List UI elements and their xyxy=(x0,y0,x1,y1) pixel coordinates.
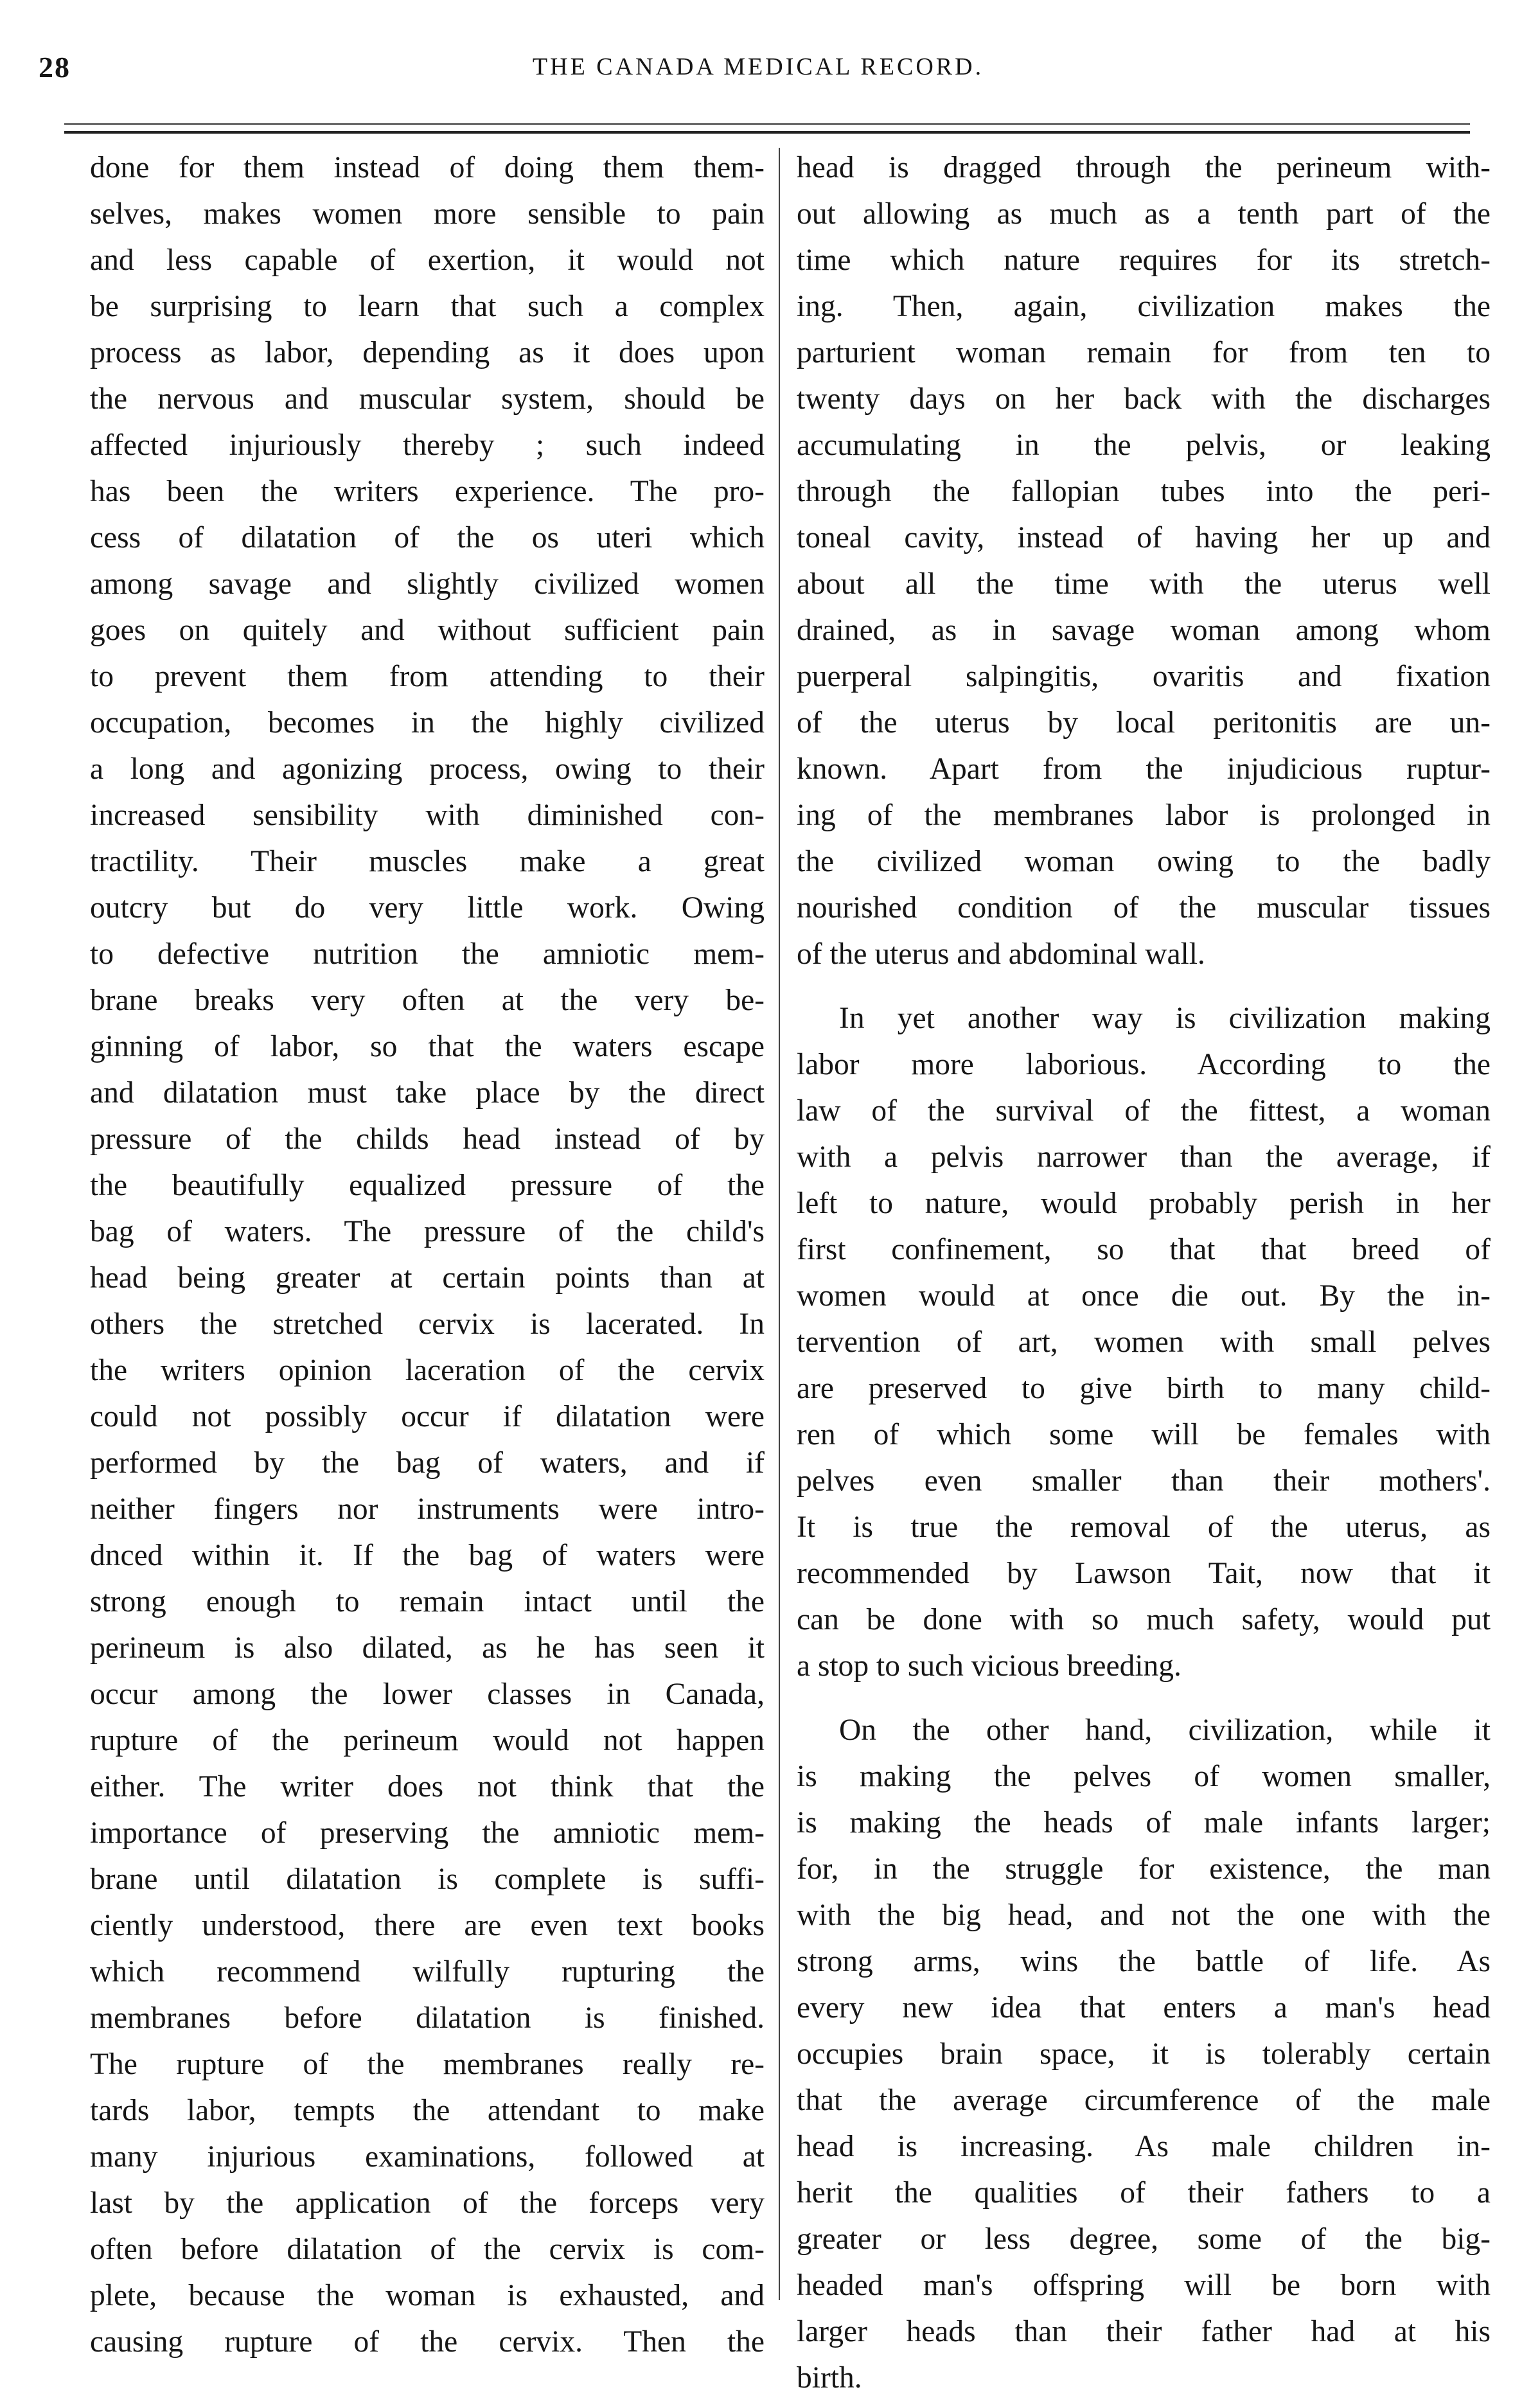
text-line: can be done with so much safety, would put xyxy=(797,1603,1491,1636)
text-line: brane until dilatation is complete is suffi- xyxy=(90,1863,765,1896)
text-line: dnced within it. If the bag of waters were xyxy=(90,1539,765,1572)
text-line: ing. Then, again, civilization makes the xyxy=(797,290,1491,323)
text-line: be surprising to learn that such a complex xyxy=(90,290,765,323)
text-line: head is increasing. As male children in- xyxy=(797,2130,1491,2163)
text-line: are preserved to give birth to many child- xyxy=(797,1372,1491,1405)
header-rule-thick xyxy=(64,131,1470,134)
text-line: ren of which some will be females with xyxy=(797,1418,1491,1451)
text-line: It is true the removal of the uterus, as xyxy=(797,1511,1491,1544)
text-line: which recommend wilfully rupturing the xyxy=(90,1955,765,1989)
text-line: of the uterus by local peritonitis are un- xyxy=(797,706,1491,740)
text-line: through the fallopian tubes into the peri- xyxy=(797,475,1491,508)
page-header xyxy=(39,50,1478,95)
text-line: accumulating in the pelvis, or leaking xyxy=(797,429,1491,462)
text-line: ciently understood, there are even text books xyxy=(90,1909,765,1942)
text-line: affected injuriously thereby ; such indeed xyxy=(90,429,765,462)
text-line: to prevent them from attending to their xyxy=(90,660,765,693)
text-line: about all the time with the uterus well xyxy=(797,567,1491,601)
text-line: head being greater at certain points than at xyxy=(90,1261,765,1295)
text-line: On the other hand, civilization, while it xyxy=(839,1714,1491,1747)
text-line: is making the heads of male infants larger; xyxy=(797,1806,1491,1839)
right-column xyxy=(797,145,1491,2401)
text-line: headed man's offspring will be born with xyxy=(797,2269,1491,2302)
text-line: puerperal salpingitis, ovaritis and fixation xyxy=(797,660,1491,693)
left-column xyxy=(90,145,765,2365)
text-line: birth. xyxy=(797,2361,862,2395)
text-line: tractility. Their muscles make a great xyxy=(90,845,765,878)
text-line: pelves even smaller than their mothers'. xyxy=(797,1464,1491,1498)
text-line: out allowing as much as a tenth part of the xyxy=(797,197,1491,231)
text-line: tards labor, tempts the attendant to make xyxy=(90,2094,765,2127)
text-line: selves, makes women more sensible to pain xyxy=(90,197,765,231)
text-line: The rupture of the membranes really re- xyxy=(90,2048,765,2081)
text-line: recommended by Lawson Tait, now that it xyxy=(797,1557,1491,1590)
text-line: process as labor, depending as it does upon xyxy=(90,336,765,369)
text-line: for, in the struggle for existence, the man xyxy=(797,1852,1491,1886)
text-line: strong arms, wins the battle of life. As xyxy=(797,1945,1491,1978)
text-line: causing rupture of the cervix. Then the xyxy=(90,2325,765,2359)
text-line: occupation, becomes in the highly civilized xyxy=(90,706,765,740)
text-line: cess of dilatation of the os uteri which xyxy=(90,521,765,554)
text-line: to defective nutrition the amniotic mem- xyxy=(90,937,765,971)
text-line: occupies brain space, it is tolerably certain xyxy=(797,2037,1491,2071)
text-line: every new idea that enters a man's head xyxy=(797,1991,1491,2024)
text-line: pressure of the childs head instead of by xyxy=(90,1122,765,1156)
text-line: parturient woman remain for from ten to xyxy=(797,336,1491,369)
text-line: the writers opinion laceration of the cervix xyxy=(90,1354,765,1387)
text-line: In yet another way is civilization making xyxy=(839,1002,1491,1035)
text-line: outcry but do very little work. Owing xyxy=(90,891,765,925)
text-line: membranes before dilatation is finished. xyxy=(90,2001,765,2035)
text-line: neither fingers nor instruments were intro- xyxy=(90,1493,765,1526)
text-line: last by the application of the forceps very xyxy=(90,2186,765,2220)
text-line: many injurious examinations, followed at xyxy=(90,2140,765,2174)
text-line: ing of the membranes labor is prolonged in xyxy=(797,799,1491,832)
text-line: goes on quitely and without sufficient pain xyxy=(90,614,765,647)
text-line: law of the survival of the fittest, a woman xyxy=(797,1094,1491,1128)
text-line: occur among the lower classes in Canada, xyxy=(90,1678,765,1711)
text-line: with the big head, and not the one with the xyxy=(797,1899,1491,1932)
paragraph-gap xyxy=(797,977,1491,995)
text-line: a long and agonizing process, owing to their xyxy=(90,752,765,786)
text-line: ginning of labor, so that the waters escape xyxy=(90,1030,765,1063)
text-line: others the stretched cervix is lacerated. In xyxy=(90,1307,765,1341)
text-line: strong enough to remain intact until the xyxy=(90,1585,765,1618)
text-line: twenty days on her back with the discharges xyxy=(797,382,1491,416)
text-line: first confinement, so that that breed of xyxy=(797,1233,1491,1266)
text-line: perineum is also dilated, as he has seen it xyxy=(90,1631,765,1665)
text-line: plete, because the woman is exhausted, and xyxy=(90,2279,765,2312)
text-line: brane breaks very often at the very be- xyxy=(90,984,765,1017)
text-line: increased sensibility with diminished con- xyxy=(90,799,765,832)
text-line: larger heads than their father had at his xyxy=(797,2315,1491,2348)
text-line: importance of preserving the amniotic mem- xyxy=(90,1816,765,1850)
header-rule-thin xyxy=(64,123,1470,125)
text-line: left to nature, would probably perish in her xyxy=(797,1187,1491,1220)
text-line: greater or less degree, some of the big- xyxy=(797,2222,1491,2256)
text-line: the nervous and muscular system, should be xyxy=(90,382,765,416)
text-line: toneal cavity, instead of having her up and xyxy=(797,521,1491,554)
text-line: labor more laborious. According to the xyxy=(797,1048,1491,1081)
text-line: of the uterus and abdominal wall. xyxy=(797,937,1205,971)
text-line: a stop to such vicious breeding. xyxy=(797,1649,1182,1683)
text-line: is making the pelves of women smaller, xyxy=(797,1760,1491,1793)
column-divider xyxy=(779,148,780,2300)
text-line: herit the qualities of their fathers to a xyxy=(797,2176,1491,2210)
text-line: that the average circumference of the male xyxy=(797,2084,1491,2117)
text-line: with a pelvis narrower than the average, if xyxy=(797,1140,1491,1174)
text-line: tervention of art, women with small pelves xyxy=(797,1325,1491,1359)
text-line: time which nature requires for its stretch- xyxy=(797,244,1491,277)
text-line: done for them instead of doing them them- xyxy=(90,151,765,184)
text-line: has been the writers experience. The pro- xyxy=(90,475,765,508)
text-line: drained, as in savage woman among whom xyxy=(797,614,1491,647)
text-line: performed by the bag of waters, and if xyxy=(90,1446,765,1480)
running-title: THE CANADA MEDICAL RECORD. xyxy=(532,53,984,80)
text-line: rupture of the perineum would not happen xyxy=(90,1724,765,1757)
text-line: and less capable of exertion, it would not xyxy=(90,244,765,277)
page-number: 28 xyxy=(39,51,71,84)
text-line: often before dilatation of the cervix is com- xyxy=(90,2233,765,2266)
text-line: the civilized woman owing to the badly xyxy=(797,845,1491,878)
text-line: either. The writer does not think that the xyxy=(90,1770,765,1803)
paragraph-gap xyxy=(797,1689,1491,1707)
text-line: and dilatation must take place by the direct xyxy=(90,1076,765,1110)
text-line: head is dragged through the perineum with- xyxy=(797,151,1491,184)
text-line: the beautifully equalized pressure of the xyxy=(90,1169,765,1202)
text-line: known. Apart from the injudicious ruptur- xyxy=(797,752,1491,786)
text-line: could not possibly occur if dilatation were xyxy=(90,1400,765,1433)
text-line: bag of waters. The pressure of the child's xyxy=(90,1215,765,1248)
text-line: among savage and slightly civilized women xyxy=(90,567,765,601)
text-line: nourished condition of the muscular tissues xyxy=(797,891,1491,925)
text-line: women would at once die out. By the in- xyxy=(797,1279,1491,1313)
